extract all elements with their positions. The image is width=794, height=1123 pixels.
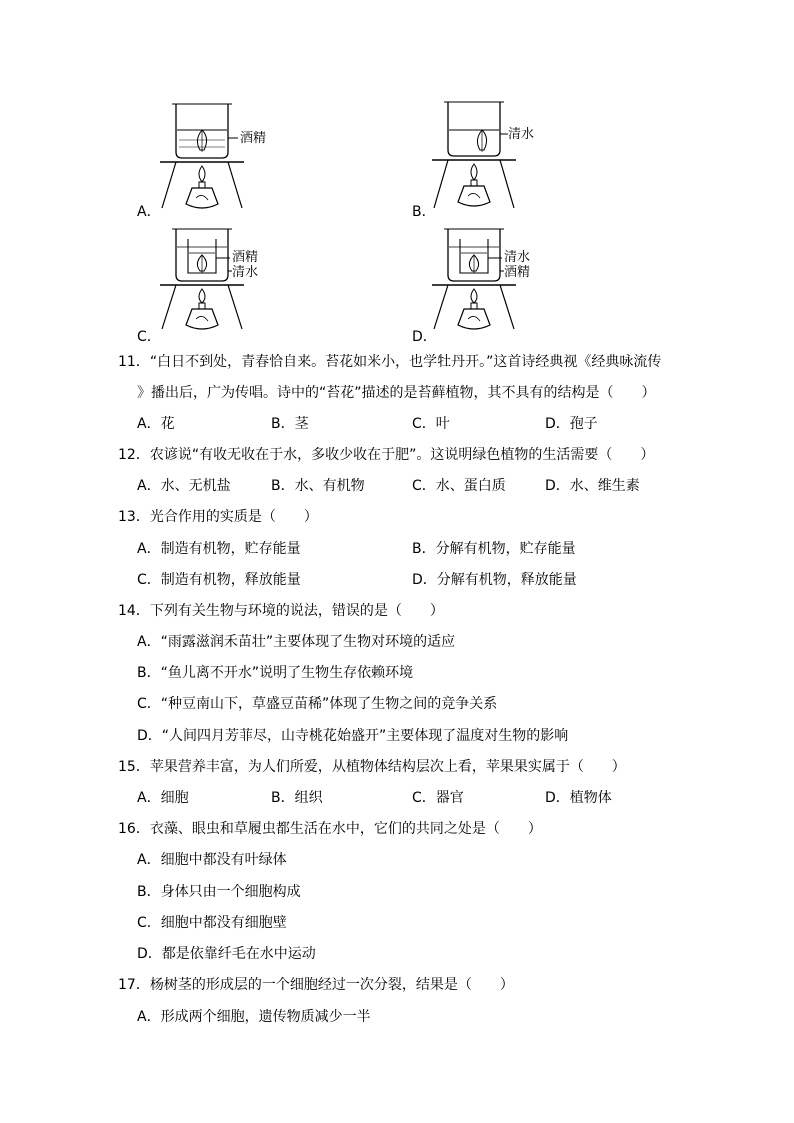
figure-a-label-alcohol: 酒精 <box>240 131 267 146</box>
figure-b <box>432 100 552 220</box>
q15-option-c[interactable]: C．器官 <box>412 790 464 806</box>
q16-option-d[interactable]: D．都是依靠纤毛在水中运动 <box>137 946 316 962</box>
apparatus-d-diagram <box>432 225 552 340</box>
q13-stem: 13．光合作用的实质是（ ） <box>118 509 318 525</box>
q12-option-b[interactable]: B．水、有机物 <box>271 478 365 494</box>
q13-option-a[interactable]: A．制造有机物，贮存能量 <box>137 541 301 557</box>
q11-stem-line1: 11．“白日不到处，青春恰自来。苔花如米小，也学牡丹开。”这首诗经典视《经典咏流传 <box>118 354 662 370</box>
figure-c-label-alcohol: 酒精 <box>232 250 259 265</box>
apparatus-b-diagram <box>432 100 552 220</box>
q12-option-a[interactable]: A．水、无机盐 <box>137 478 231 494</box>
figure-d-label-water: 清水 <box>504 250 531 265</box>
figure-a-option: A． <box>137 204 161 220</box>
q11-option-b[interactable]: B．茎 <box>271 416 309 432</box>
q13-option-b[interactable]: B．分解有机物，贮存能量 <box>412 541 576 557</box>
q16-option-b[interactable]: B．身体只由一个细胞构成 <box>137 884 301 900</box>
q12-option-d[interactable]: D．水、维生素 <box>545 478 640 494</box>
q11-option-d[interactable]: D．孢子 <box>545 416 598 432</box>
q14-option-d[interactable]: D．“人间四月芳菲尽，山寺桃花始盛开”主要体现了温度对生物的影响 <box>137 728 569 744</box>
q14-option-b[interactable]: B．“鱼儿离不开水”说明了生物生存依赖环境 <box>137 665 414 681</box>
apparatus-a-diagram <box>160 100 280 220</box>
q16-option-a[interactable]: A．细胞中都没有叶绿体 <box>137 852 287 868</box>
q12-stem: 12．农谚说“有收无收在于水，多收少收在于肥”。这说明绿色植物的生活需要（ ） <box>118 447 655 463</box>
figure-b-label-water: 清水 <box>508 127 535 142</box>
figure-c <box>160 225 280 340</box>
figure-b-option: B． <box>412 204 436 220</box>
q13-option-c[interactable]: C．制造有机物，释放能量 <box>137 572 301 588</box>
q14-option-a[interactable]: A．“雨露滋润禾苗壮”主要体现了生物对环境的适应 <box>137 634 456 650</box>
figure-d <box>432 225 552 340</box>
q16-stem: 16．衣藻、眼虫和草履虫都生活在水中，它们的共同之处是（ ） <box>118 821 542 837</box>
figure-c-option: C． <box>137 329 161 345</box>
q17-option-a[interactable]: A．形成两个细胞，遗传物质减少一半 <box>137 1009 371 1025</box>
q11-stem-line2: 》播出后，广为传唱。诗中的“苔花”描述的是苔藓植物，其不具有的结构是（ ） <box>137 385 656 401</box>
q15-option-a[interactable]: A．细胞 <box>137 790 189 806</box>
q11-option-c[interactable]: C．叶 <box>412 416 450 432</box>
q17-stem: 17．杨树茎的形成层的一个细胞经过一次分裂，结果是（ ） <box>118 977 514 993</box>
q14-stem: 14．下列有关生物与环境的说法，错误的是（ ） <box>118 603 444 619</box>
apparatus-c-diagram <box>160 225 280 340</box>
q15-option-d[interactable]: D．植物体 <box>545 790 612 806</box>
q12-option-c[interactable]: C．水、蛋白质 <box>412 478 506 494</box>
figure-a <box>160 100 280 220</box>
q15-stem: 15．苹果营养丰富，为人们所爱，从植物体结构层次上看，苹果果实属于（ ） <box>118 759 626 775</box>
q14-option-c[interactable]: C．“种豆南山下，草盛豆苗稀”体现了生物之间的竞争关系 <box>137 696 498 712</box>
q16-option-c[interactable]: C．细胞中都没有细胞壁 <box>137 915 287 931</box>
figure-d-option: D． <box>412 329 437 345</box>
figure-c-label-water: 清水 <box>232 265 259 280</box>
q13-option-d[interactable]: D．分解有机物，释放能量 <box>412 572 577 588</box>
q15-option-b[interactable]: B．组织 <box>271 790 323 806</box>
q11-option-a[interactable]: A．花 <box>137 416 175 432</box>
figure-d-label-alcohol: 酒精 <box>504 265 531 280</box>
